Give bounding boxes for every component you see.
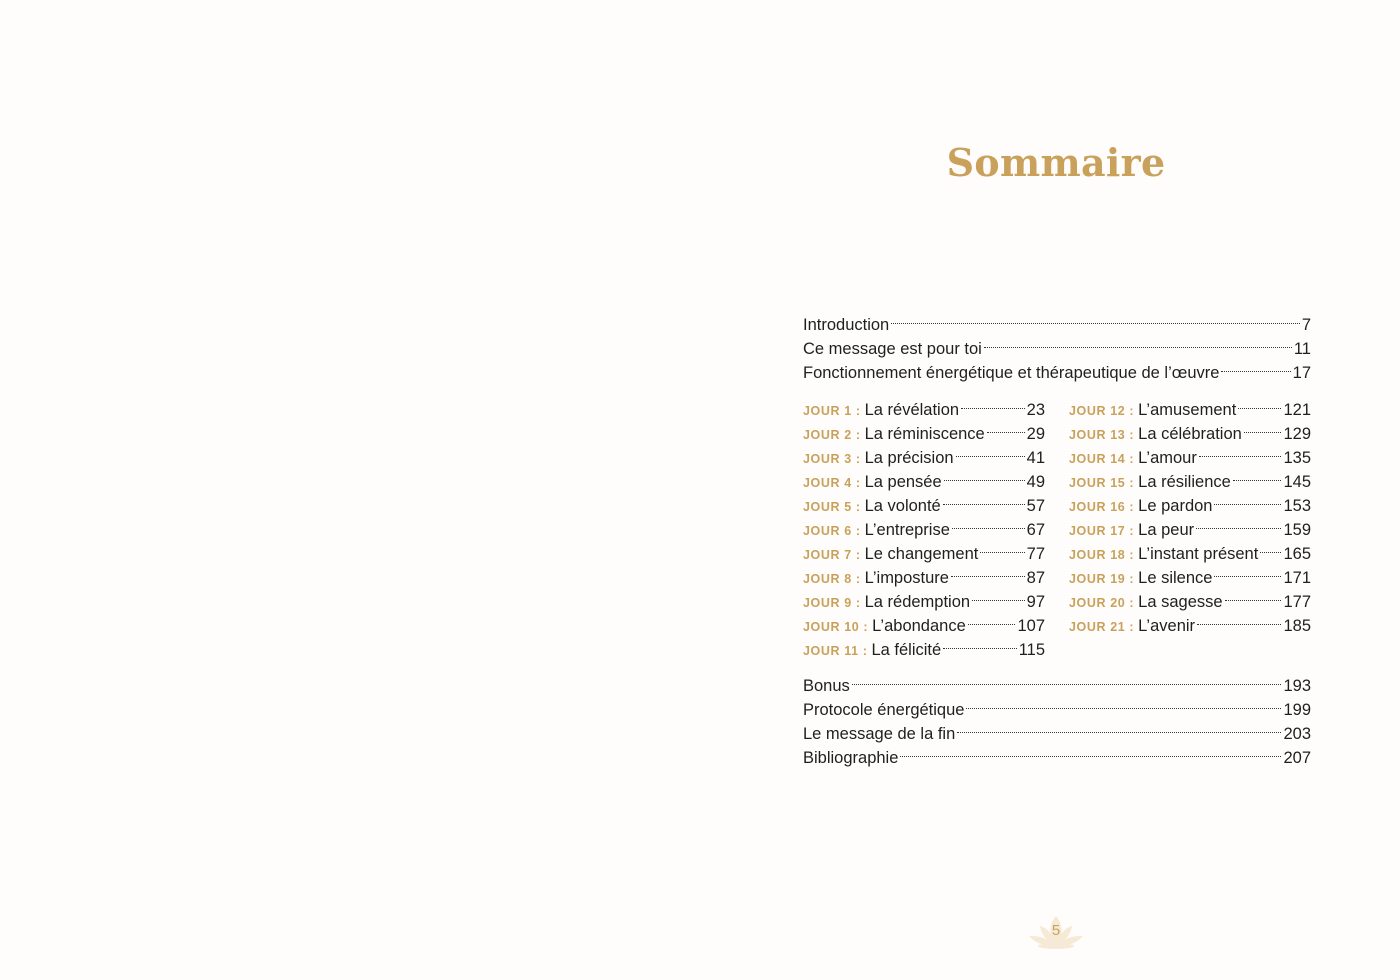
day-title: L’avenir xyxy=(1138,617,1196,635)
day-title: La pensée xyxy=(864,473,942,491)
dot-leader xyxy=(1225,583,1282,607)
day-prefix: JOUR 3 : xyxy=(803,452,861,466)
day-prefix: JOUR 13 : xyxy=(1069,428,1135,442)
toc-days-column-left xyxy=(803,391,1045,659)
dot-leader xyxy=(1238,391,1281,415)
toc-entry-label: Bibliographie xyxy=(803,749,899,767)
toc-entry-page: 57 xyxy=(1026,497,1045,515)
dot-leader xyxy=(852,667,1282,691)
toc-entry-page: 207 xyxy=(1283,749,1311,767)
toc-entry-page: 11 xyxy=(1293,340,1311,358)
day-prefix: JOUR 20 : xyxy=(1069,596,1135,610)
toc-entry-page: 67 xyxy=(1026,521,1045,539)
day-prefix: JOUR 7 : xyxy=(803,548,861,562)
toc-entry-page: 121 xyxy=(1283,401,1311,419)
toc-day-entry xyxy=(803,391,1045,419)
day-title: La félicité xyxy=(871,641,942,659)
toc-entry-page: 23 xyxy=(1026,401,1045,419)
day-title: Le changement xyxy=(864,545,979,563)
toc-entry-label: Le message de la fin xyxy=(803,725,956,743)
day-title: L’instant présent xyxy=(1138,545,1259,563)
day-title: La précision xyxy=(864,449,954,467)
toc-entry-label: Fonctionnement énergétique et thérapeutique de l’œuvre xyxy=(803,364,1220,382)
dot-leader xyxy=(980,535,1024,559)
toc-entry-page: 17 xyxy=(1292,364,1311,382)
day-prefix: JOUR 1 : xyxy=(803,404,861,418)
dot-leader xyxy=(1197,607,1281,631)
day-prefix: JOUR 19 : xyxy=(1069,572,1135,586)
toc-entry-label: Ce message est pour toi xyxy=(803,340,982,358)
toc-entry-label: Protocole énergétique xyxy=(803,701,965,719)
dot-leader xyxy=(972,583,1025,607)
toc-entry-page: 135 xyxy=(1283,449,1311,467)
dot-leader xyxy=(1221,354,1290,378)
page-title: Sommaire xyxy=(946,140,1166,185)
toc-entry-page: 153 xyxy=(1283,497,1311,515)
toc-entry-page: 199 xyxy=(1283,701,1311,719)
dot-leader xyxy=(1214,487,1281,511)
dot-leader xyxy=(1214,559,1281,583)
day-prefix: JOUR 18 : xyxy=(1069,548,1135,562)
day-prefix: JOUR 12 : xyxy=(1069,404,1135,418)
dot-leader xyxy=(1260,535,1281,559)
day-title: L’abondance xyxy=(872,617,966,635)
day-title: La révélation xyxy=(864,401,960,419)
dot-leader xyxy=(956,439,1025,463)
toc-entry-page: 159 xyxy=(1283,521,1311,539)
toc-entry-page: 203 xyxy=(1283,725,1311,743)
dot-leader xyxy=(984,330,1292,354)
toc-entry-page: 29 xyxy=(1026,425,1045,443)
toc-entry-page: 193 xyxy=(1283,677,1311,695)
dot-leader xyxy=(952,511,1025,535)
dot-leader xyxy=(943,631,1017,655)
toc-bonus-list xyxy=(803,667,1311,767)
day-prefix: JOUR 17 : xyxy=(1069,524,1135,538)
toc-entry-page: 7 xyxy=(1301,316,1311,334)
day-prefix: JOUR 11 : xyxy=(803,644,868,658)
toc-entry-page: 77 xyxy=(1026,545,1045,563)
day-title: Le silence xyxy=(1138,569,1213,587)
dot-leader xyxy=(1233,463,1282,487)
dot-leader xyxy=(968,607,1016,631)
day-title: La rédemption xyxy=(864,593,971,611)
dot-leader xyxy=(1199,439,1282,463)
dot-leader xyxy=(944,463,1025,487)
day-prefix: JOUR 10 : xyxy=(803,620,869,634)
toc-main-list xyxy=(803,306,1311,382)
day-title: L’entreprise xyxy=(864,521,950,539)
toc-entry-page: 107 xyxy=(1017,617,1045,635)
dot-leader xyxy=(987,415,1025,439)
toc-entry-page: 185 xyxy=(1283,617,1311,635)
toc-entry-page: 97 xyxy=(1026,593,1045,611)
toc-entry-page: 87 xyxy=(1026,569,1045,587)
dot-leader xyxy=(891,306,1300,330)
toc-entry-page: 165 xyxy=(1283,545,1311,563)
day-prefix: JOUR 14 : xyxy=(1069,452,1135,466)
dot-leader xyxy=(966,691,1281,715)
toc-entry-page: 171 xyxy=(1283,569,1311,587)
toc-entry-page: 129 xyxy=(1283,425,1311,443)
page-number: 5 xyxy=(1051,922,1061,939)
toc-entry-page: 115 xyxy=(1018,641,1045,659)
toc-entry-label: Introduction xyxy=(803,316,890,334)
day-prefix: JOUR 15 : xyxy=(1069,476,1135,490)
right-page xyxy=(700,0,1400,980)
dot-leader xyxy=(951,559,1025,583)
day-prefix: JOUR 2 : xyxy=(803,428,861,442)
day-prefix: JOUR 6 : xyxy=(803,524,861,538)
day-title: La volonté xyxy=(864,497,941,515)
day-prefix: JOUR 4 : xyxy=(803,476,861,490)
toc-entry-label: Bonus xyxy=(803,677,850,695)
day-title: La résilience xyxy=(1138,473,1231,491)
dot-leader xyxy=(1196,511,1281,535)
toc-entry-page: 49 xyxy=(1026,473,1045,491)
toc-day-entry xyxy=(1069,391,1311,419)
toc-days-column-right xyxy=(1069,391,1311,655)
day-title: La peur xyxy=(1138,521,1195,539)
day-title: L’amour xyxy=(1138,449,1197,467)
toc-entry xyxy=(803,691,1311,719)
day-title: La sagesse xyxy=(1138,593,1223,611)
day-title: L’imposture xyxy=(864,569,949,587)
day-prefix: JOUR 16 : xyxy=(1069,500,1135,514)
day-prefix: JOUR 8 : xyxy=(803,572,861,586)
toc-entry-page: 41 xyxy=(1026,449,1045,467)
dot-leader xyxy=(961,391,1025,415)
toc-entry-page: 177 xyxy=(1283,593,1311,611)
toc-entry xyxy=(803,667,1311,695)
dot-leader xyxy=(957,715,1281,739)
toc-entry-page: 145 xyxy=(1283,473,1311,491)
toc-entry xyxy=(803,306,1311,334)
dot-leader xyxy=(900,739,1281,763)
day-title: L’amusement xyxy=(1138,401,1237,419)
day-title: La célébration xyxy=(1138,425,1242,443)
toc-days-section xyxy=(803,391,1311,659)
dot-leader xyxy=(943,487,1025,511)
day-title: La réminiscence xyxy=(864,425,985,443)
day-prefix: JOUR 5 : xyxy=(803,500,861,514)
day-prefix: JOUR 9 : xyxy=(803,596,861,610)
day-prefix: JOUR 21 : xyxy=(1069,620,1135,634)
dot-leader xyxy=(1244,415,1282,439)
day-title: Le pardon xyxy=(1138,497,1213,515)
